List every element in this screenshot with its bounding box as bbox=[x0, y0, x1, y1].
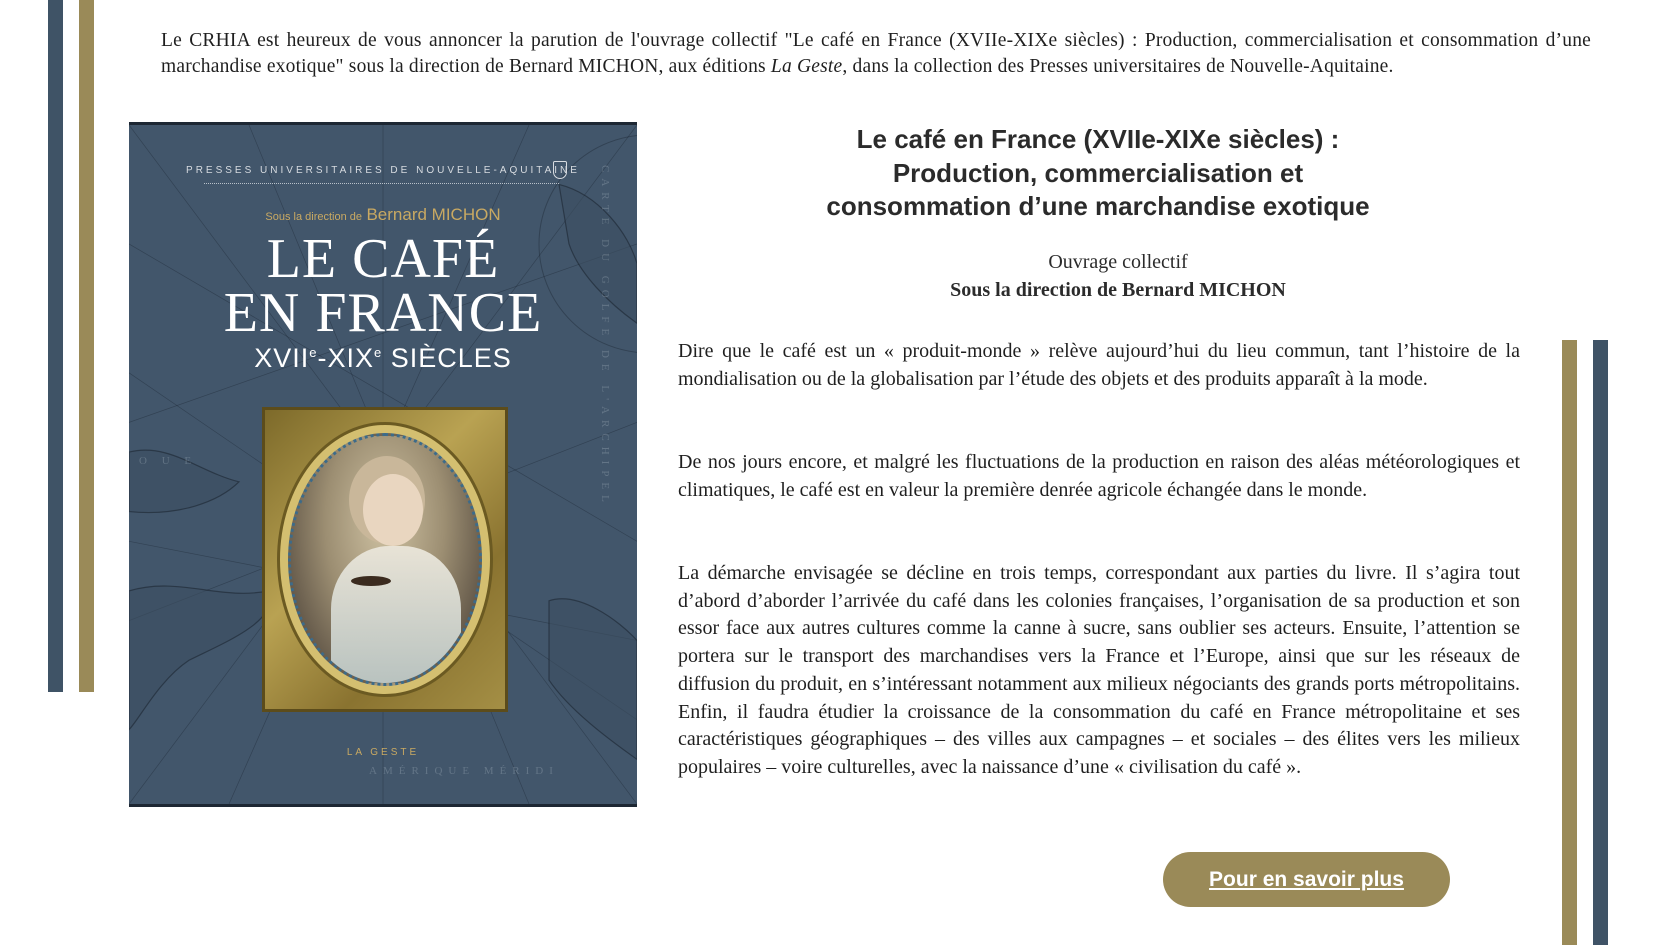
intro-text-end: , dans la collection des Presses universitaires de Nouvelle-Aquitaine. bbox=[842, 56, 1394, 77]
cover-map-label-left: O U E bbox=[139, 455, 198, 467]
intro-publisher: La Geste bbox=[770, 56, 843, 77]
book-title-line2: Production, commercialisation et bbox=[892, 157, 1304, 188]
cover-direction-label: Sous la direction de bbox=[265, 211, 363, 223]
cover-author: Bernard MICHON bbox=[366, 205, 501, 224]
intro-text-start: Le CRHIA est heureux de vous annoncer la parution de l'ouvrage collectif "Le café en France (XVIIe-XIXe siècles) : Production, commercialisation et consommation d’une marchandise exotique" sous la direction de Bernard MICHON, aux éditions bbox=[161, 30, 1591, 77]
intro-paragraph bbox=[161, 28, 1591, 80]
cover-portrait-image bbox=[288, 433, 482, 686]
cover-title-line2: EN FRANCE bbox=[223, 282, 543, 344]
learn-more-button[interactable]: Pour en savoir plus bbox=[1163, 852, 1450, 907]
publisher-shield-icon bbox=[553, 161, 567, 179]
book-title bbox=[678, 123, 1518, 224]
left-navy-stripe bbox=[48, 0, 63, 692]
cover-centuries bbox=[129, 343, 637, 374]
description-paragraph: De nos jours encore, et malgré les fluctuations de la production en raison des aléas météorologiques et climatiques, le café est en valeur la première denrée agricole échangée dans le monde. bbox=[678, 451, 1520, 501]
portrait-head-shape bbox=[363, 474, 423, 546]
book-title-line3: consommation d’une marchandise exotique bbox=[826, 191, 1370, 221]
right-gold-stripe bbox=[1562, 340, 1577, 945]
cover-century-sup-start: e bbox=[309, 345, 318, 360]
book-direction: Sous la direction de Bernard MICHON bbox=[950, 279, 1286, 301]
cover-direction bbox=[129, 205, 637, 225]
book-kind: Ouvrage collectif bbox=[1048, 251, 1188, 273]
portrait-body-shape bbox=[331, 546, 461, 686]
cover-portrait-oval-border bbox=[277, 422, 493, 697]
portrait-cup-shape bbox=[351, 576, 391, 586]
cover-portrait-frame bbox=[262, 407, 508, 712]
cover-century-end: -XIX bbox=[317, 343, 374, 373]
left-gold-stripe bbox=[79, 0, 94, 692]
book-subtitle bbox=[678, 248, 1558, 304]
book-title-line1: Le café en France (XVIIe-XIXe siècles) : bbox=[856, 124, 1340, 154]
cover-century-sup-end: e bbox=[373, 345, 383, 360]
cover-publisher-rule bbox=[204, 183, 559, 184]
description-paragraph: La démarche envisagée se décline en trois temps, correspondant aux parties du livre. Il s’agira tout d’abord d’aborder l’arrivée du café dans les colonies françaises, l’organisation de sa production et son essor face aux autres cultures comme la canne à sucre, sans oublier ses acteurs. Ensuite, l’attention se portera sur le transport des marchandises vers la France et l’Europe, ainsi que sur les réseaux de diffusion du produit, en s’intéressant notamment aux milieux négociants des grands ports métropolitains. Enfin, il faudra étudier la croissance de la consommation du café en France métropolitaine et ses caractéristiques géographiques – des villes aux campagnes – et sociales – des élites vers les milieux populaires – voire culturelles, avec la naissance d’une « civilisation du café ». bbox=[678, 562, 1520, 778]
cover-title-line1: LE CAFÉ bbox=[266, 228, 500, 290]
right-navy-stripe bbox=[1593, 340, 1608, 945]
description-paragraph: Dire que le café est un « produit-monde » relève aujourd’hui du lieu commun, tant l’histoire de la mondialisation ou de la globalisation par l’étude des objets et des produits apparaît à la mode. bbox=[678, 340, 1520, 390]
book-cover bbox=[129, 122, 637, 807]
cover-century-start: XVII bbox=[254, 343, 310, 373]
cover-title bbox=[129, 228, 637, 344]
cover-imprint: LA GESTE bbox=[346, 747, 420, 758]
cover-map-label-bottom: AMÉRIQUE MÉRIDI bbox=[369, 765, 559, 777]
cover-map-label-right: CARTE DU GOLFE DE L'ARCHIPEL bbox=[599, 165, 611, 508]
cover-century-word: SIÈCLES bbox=[382, 343, 512, 373]
cover-publisher: PRESSES UNIVERSITAIRES DE NOUVELLE-AQUITAINE bbox=[186, 165, 580, 176]
